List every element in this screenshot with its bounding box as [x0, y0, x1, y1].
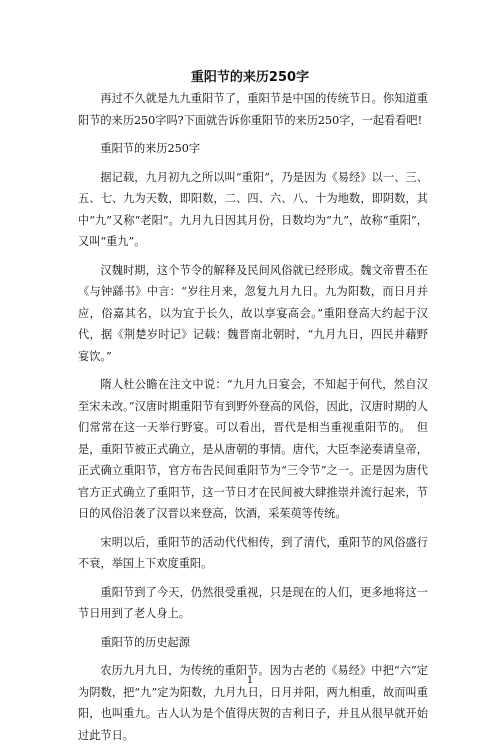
paragraph-sui-tang: 隋人杜公瞻在注文中说：“九月九日宴会，不知起于何代，然自汉至宋未改。”汉唐时期重阳节有到野外登高的风俗，因此，汉唐时期的人们常常在这一天举行野宴。可以看出，晋代是相当重视重阳节的。 但是，重阳节被正式确立，是从唐朝的事情。唐代，大臣李泌奏请皇帝，正式确立重阳节，官方布告民间重阳节为“三令节”之一。正是因为唐代官方正式确立了重阳节，这一节日才在民间被大肆推崇并流行起来，节日的风俗沿袭了汉晋以来登高，饮酒，采茱萸等传统。 — [78, 378, 428, 520]
document-title: 重阳节的来历250字 — [190, 70, 310, 85]
section-heading-origin: 重阳节的来历250字 — [100, 142, 201, 155]
paragraph-song-ming: 宋明以后，重阳节的活动代代相传，到了清代，重阳节的风俗盛行不衰，举国上下欢度重阳。 — [78, 535, 428, 570]
paragraph-intro: 再过不久就是九九重阳节了，重阳节是中国的传统节日。你知道重阳节的来历250字吗?下面就告诉你重阳节的来历250字，一起看看吧! — [78, 92, 428, 127]
paragraph-record: 据记载，九月初九之所以叫“重阳”，乃是因为《易经》以一、三、五、七、九为天数，即阳数，二、四、六、八、十为地数，即阴数，其中“九”又称“老阳”。九月九日因其月份，日数均为“九”，故称“重阳”，又叫“重九”。 — [78, 170, 428, 248]
paragraph-han-wei: 汉魏时期，这个节令的解释及民间风俗就已经形成。魏文帝曹丕在《与钟繇书》中言：“岁往月来，忽复九月九日。九为阳数，而日月并应，俗嘉其名，以为宜于长久，故以享宴高会。”重阳登高大约起于汉代，据《荆楚岁时记》记载：魏晋南北朝时，“九月九日，四民并藉野宴饮。” — [78, 263, 428, 363]
document-body — [78, 88, 428, 753]
section-heading-history: 重阳节的历史起源 — [100, 635, 190, 649]
paragraph-today: 重阳节到了今天，仍然很受重视，只是现在的人们，更多地将这一节日用到了老人身上。 — [78, 585, 428, 620]
page-number: 1 — [246, 675, 254, 686]
paragraph-lunar: 农历九月九日，为传统的重阳节。因为古老的《易经》中把“六”定为阴数，把“九”定为阳数，九月九日，日月并阳，两九相重，故而叫重阳，也叫重九。古人认为是个值得庆贺的吉利日子，并且从很早就开始过此节日。 — [78, 664, 428, 742]
